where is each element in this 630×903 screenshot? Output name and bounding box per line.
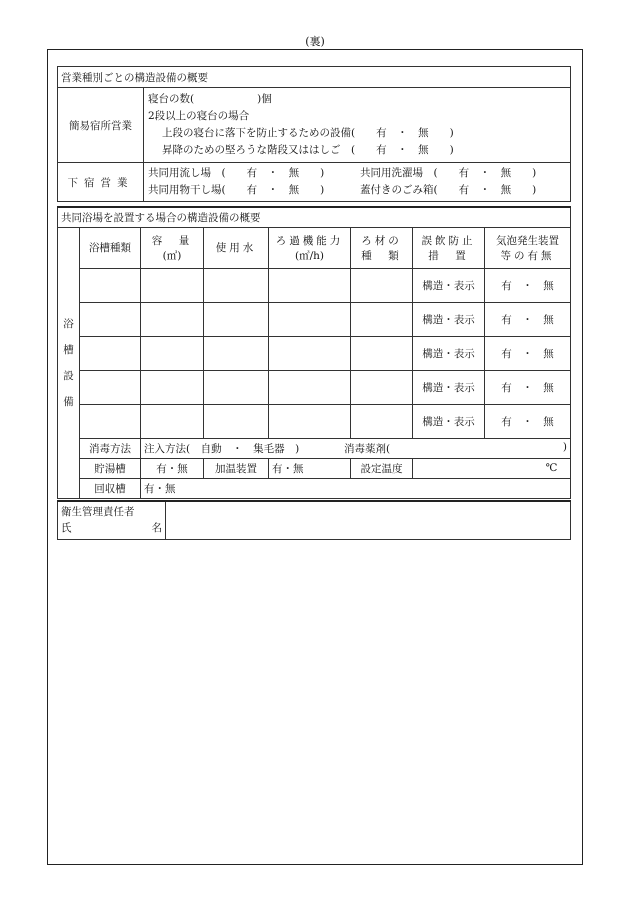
col-bubble: 気泡発生装置 等の有無: [485, 227, 571, 268]
table-row: [58, 404, 571, 438]
laundry-field[interactable]: 共同用洗濯場 ( 有 ・ 無 ): [360, 167, 537, 179]
section1-title: 営業種別ごとの構造設備の概要: [58, 67, 571, 88]
bath-equipment-label: 浴 槽 設 備: [58, 227, 80, 498]
measure-option[interactable]: 構造・表示: [413, 302, 485, 336]
fall-prevention-field[interactable]: 上段の寝台に落下を防止するための設備( 有 ・ 無 ): [162, 127, 454, 139]
table-row: [58, 268, 571, 302]
measure-option[interactable]: 構造・表示: [413, 336, 485, 370]
measure-option[interactable]: 構造・表示: [413, 268, 485, 302]
recovery-option[interactable]: 有・無: [141, 478, 571, 498]
bunk-bed-note: 2段以上の寝台の場合: [148, 110, 250, 122]
geshuku-label: 下宿営業: [58, 163, 144, 202]
col-filter-media: ろ材の 種 類: [351, 227, 413, 268]
hotwater-option[interactable]: 有・無: [141, 458, 204, 478]
bubble-option[interactable]: 有 ・ 無: [485, 370, 571, 404]
col-capacity: 容 量 (㎥): [141, 227, 204, 268]
bubble-option[interactable]: 有 ・ 無: [485, 268, 571, 302]
drying-field[interactable]: 共同用物干し場( 有 ・ 無 ): [148, 184, 325, 196]
table-row: [58, 336, 571, 370]
sink-field[interactable]: 共同用流し場 ( 有 ・ 無 ): [148, 167, 325, 179]
hotwater-label: 貯湯槽: [80, 458, 141, 478]
bubble-option[interactable]: 有 ・ 無: [485, 336, 571, 370]
bubble-option[interactable]: 有 ・ 無: [485, 404, 571, 438]
col-water: 使用水: [204, 227, 269, 268]
temp-field[interactable]: ℃: [413, 458, 571, 478]
col-bath-type: 浴槽種類: [80, 227, 141, 268]
trash-bin-field[interactable]: 蓋付きのごみ箱( 有 ・ 無 ): [360, 184, 537, 196]
heating-option[interactable]: 有・無: [269, 458, 351, 478]
section1-table: [57, 66, 571, 202]
manager-table: [57, 500, 571, 540]
bubble-option[interactable]: 有 ・ 無: [485, 302, 571, 336]
col-filter-capacity: ろ過機能力 (㎥/h): [269, 227, 351, 268]
measure-option[interactable]: 構造・表示: [413, 404, 485, 438]
page-title: (裏): [305, 35, 325, 48]
table-row: [58, 302, 571, 336]
recovery-label: 回収槽: [80, 478, 141, 498]
measure-option[interactable]: 構造・表示: [413, 370, 485, 404]
table-row: [58, 370, 571, 404]
heating-label: 加温装置: [204, 458, 269, 478]
col-misdrink: 誤飲防止 措 置: [413, 227, 485, 268]
kani-label: 簡易宿所営業: [58, 88, 144, 163]
bed-count-field[interactable]: 寝台の数( )個: [148, 93, 272, 105]
manager-name-field[interactable]: [166, 501, 571, 539]
section2-table: [57, 206, 571, 499]
section2-title: 共同浴場を設置する場合の構造設備の概要: [58, 207, 571, 227]
disinfect-label: 消毒方法: [80, 438, 141, 458]
ladder-field[interactable]: 昇降のための堅ろうな階段又ははしご ( 有 ・ 無 ): [162, 144, 454, 156]
manager-label: 衛生管理責任者 氏 名: [58, 501, 166, 539]
disinfect-field[interactable]: 注入方法( 自動 ・ 集毛器 ) 消毒薬剤( ): [141, 438, 571, 458]
temp-label: 設定温度: [351, 458, 413, 478]
